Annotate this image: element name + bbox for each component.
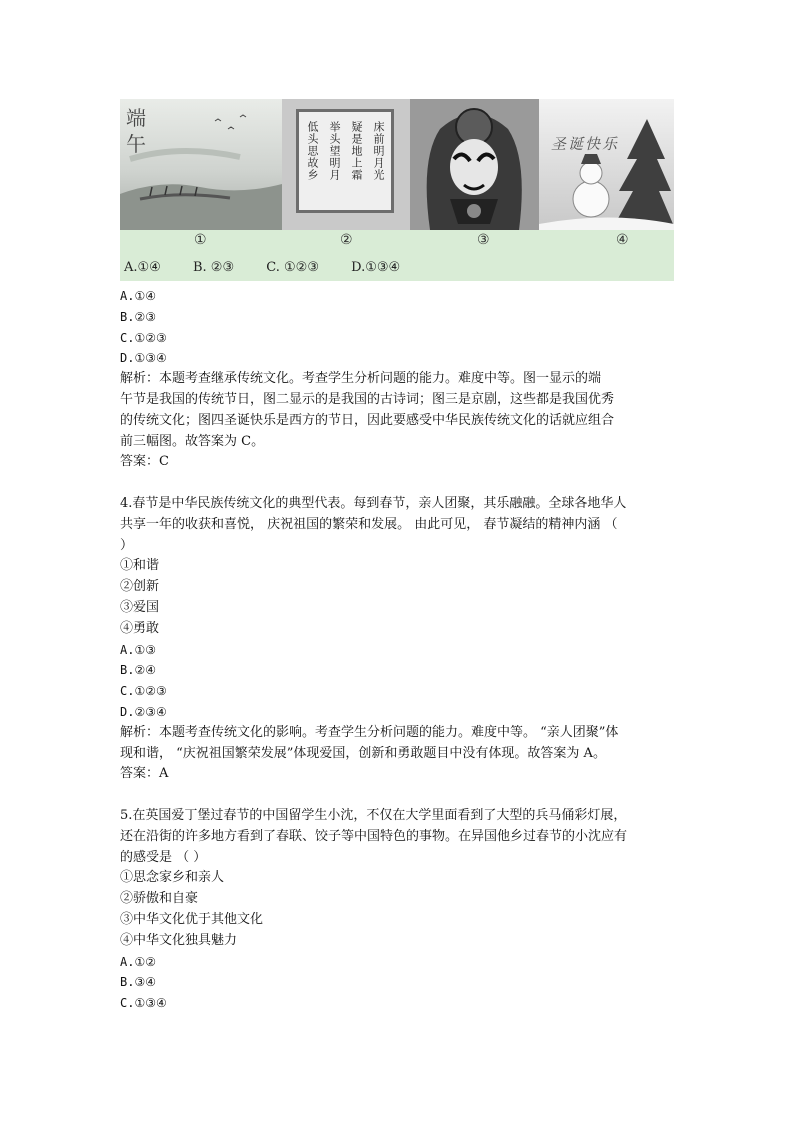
q4-option-b: B.②④ xyxy=(120,663,156,678)
q3-option-b: B.②③ xyxy=(120,309,156,324)
panel-christmas xyxy=(539,99,674,230)
q4-analysis-line: 现和谐， “庆祝祖国繁荣发展”体现爱国，创新和勇敢题目中没有体现。故答案为 A。 xyxy=(120,745,606,761)
document-body xyxy=(120,286,680,1014)
poem-line: 举头望明月 xyxy=(328,121,341,181)
panel-label: ④ xyxy=(616,232,629,248)
q3-option-a: A.①④ xyxy=(120,289,156,303)
panel-peking-opera xyxy=(410,99,539,230)
panel-label: ① xyxy=(194,232,207,248)
question-figure xyxy=(120,99,674,281)
figure-choice: A.①④ xyxy=(124,260,161,275)
q5-stem-line: 的感受是 （ ） xyxy=(120,849,207,865)
figure-caption-strip xyxy=(120,230,674,281)
q4-stem-line: 共享一年的收获和喜悦， 庆祝祖国的繁荣和发展。 由此可见， 春节凝结的精神内涵 （ xyxy=(120,516,618,532)
figure-choice: C. ①②③ xyxy=(266,260,319,275)
figure-choice: D.①③④ xyxy=(351,260,401,275)
panel4-greeting: 圣诞快乐 xyxy=(551,135,620,153)
q3-option-c: C.①②③ xyxy=(120,330,167,345)
q4-item: ②创新 xyxy=(120,579,160,595)
poem-line: 床前明月光 xyxy=(372,121,385,181)
q5-stem-line: 5.在英国爱丁堡过春节的中国留学生小沈，不仅在大学里面看到了大型的兵马俑彩灯展， xyxy=(120,807,627,823)
q5-item: ②骄傲和自豪 xyxy=(120,891,199,907)
q4-item: ④勇敢 xyxy=(120,620,160,636)
q5-item: ④中华文化独具魅力 xyxy=(120,932,238,948)
spacer xyxy=(120,785,680,806)
q5-item: ①思念家乡和亲人 xyxy=(120,870,225,886)
panel-label: ② xyxy=(340,232,353,248)
q5-option-b: B.③④ xyxy=(120,975,156,990)
q4-option-a: A.①③ xyxy=(120,642,156,657)
q4-option-d: D.②③④ xyxy=(120,704,167,719)
q4-item: ①和谐 xyxy=(120,558,160,574)
q3-analysis-line: 解析：本题考查继承传统文化。考查学生分析问题的能力。难度中等。图一显示的端 xyxy=(120,371,602,387)
q3-option-d: D.①③④ xyxy=(120,351,167,366)
christmas-picture xyxy=(539,99,674,230)
q3-analysis-line: 前三幅图。故答案为 C。 xyxy=(120,433,265,449)
figure-panels xyxy=(120,99,674,230)
q3-analysis-line: 的传统文化；图四圣诞快乐是西方的节日，因此要感受中华民族传统文化的话就应组合 xyxy=(120,412,615,428)
q3-answer: 答案：C xyxy=(120,454,169,470)
panel-dragon-boat xyxy=(120,99,282,230)
q5-stem-line: 还在沿街的许多地方看到了春联、饺子等中国特色的事物。在异国他乡过春节的小沈应有 xyxy=(120,828,628,844)
q4-stem-line: ） xyxy=(120,537,134,553)
q5-option-a: A.①② xyxy=(120,954,156,969)
q4-answer: 答案：A xyxy=(120,766,169,782)
panel-label: ③ xyxy=(477,232,490,248)
poem-line: 疑是地上霜 xyxy=(350,121,363,181)
panel-poem-scroll xyxy=(282,99,410,230)
opera-mask-picture xyxy=(410,99,539,230)
spacer xyxy=(120,473,680,494)
poem-text xyxy=(306,121,386,201)
q4-analysis-line: 解析：本题考查传统文化的影响。考查学生分析问题的能力。难度中等。 “亲人团聚”体 xyxy=(120,724,619,740)
q4-stem-line: 4.春节是中华民族传统文化的典型代表。每到春节，亲人团聚，其乐融融。全球各地华人 xyxy=(120,495,627,511)
q3-analysis-line: 午节是我国的传统节日，图二显示的是我国的古诗词；图三是京剧，这些都是我国优秀 xyxy=(120,391,615,407)
figure-choice: B. ②③ xyxy=(192,260,235,275)
q5-option-c: C.①③④ xyxy=(120,996,167,1011)
poem-line: 低头思故乡 xyxy=(306,121,319,181)
q5-item: ③中华文化优于其他文化 xyxy=(120,911,264,927)
figure-choices-row xyxy=(124,260,428,275)
q4-option-c: C.①②③ xyxy=(120,684,167,699)
q4-item: ③爱国 xyxy=(120,599,160,615)
panel1-title: 端 午 xyxy=(126,106,146,156)
